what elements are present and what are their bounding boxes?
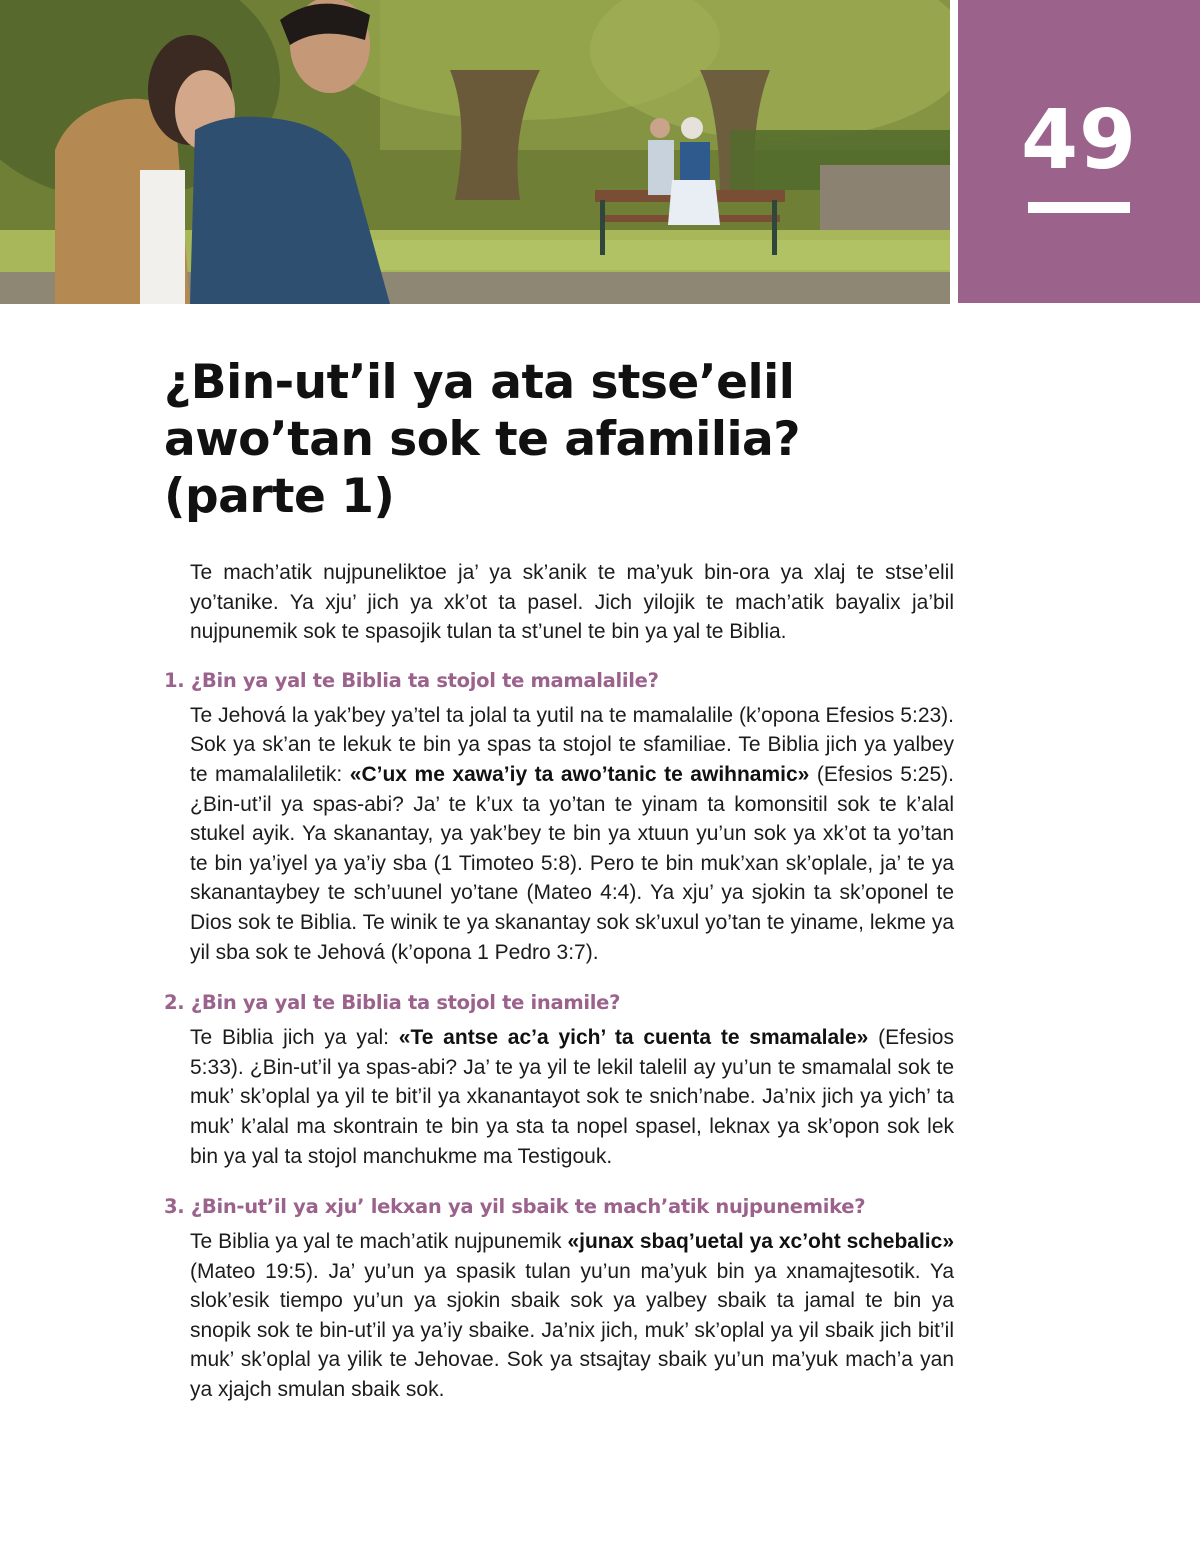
section-paragraph	[190, 701, 954, 967]
title-line: (parte 1)	[164, 469, 395, 524]
question-heading: 2. ¿Bin ya yal te Biblia ta stojol te inamile?	[164, 991, 621, 1015]
lesson-title	[164, 354, 884, 525]
hero-photo	[0, 0, 950, 304]
paragraph-text: (Efesios 5:25). ¿Bin-ut’il ya spas-abi? Ja’ te k’ux ta yo’tan te yinam ta komonsitil sok te k’alal stukel ayik. Ya skanantay, ya yak’bey te bin ya xtuun yu’un sok ya xk’ot ta yo’tan te bin ya’iyel ya ya’iy sba (1 Timoteo 5:8). Pero te bin muk’xan sk’oplale, ja’ te ya skanantaybey te sch’uunel yo’tane (Mateo 4:4). Ya xju’ ya sjokin ta sk’oponel te Dios sok te Biblia. Te winik te ya skanantay sok sk’uxul yo’tan te yiname, lekme ya yil sba sok te Jehová (k’opona 1 Pedro 3:7).	[190, 762, 954, 964]
chapter-underline	[1028, 202, 1130, 213]
elderly-man	[650, 118, 670, 138]
question-heading: 3. ¿Bin-ut’il ya xju’ lekxan ya yil sbaik te mach’atik nujpunemike?	[164, 1195, 866, 1219]
paragraph-text: (Efesios 5:33). ¿Bin-ut’il ya spas-abi? Ja’ te ya yil te lekil talelil ay yu’un te smamalal sok te muk’ sk’oplal ya yil te bit’il ya xkanantayot sok te snich’nabe. Ja’nix jich ya yich’ ta muk’ k’alal ma skontrain te bin ya sta ta nopel spasel, leknax ya sk’opon sok lek bin ya yal ta stojol manchukme ma Testigouk.	[190, 1026, 954, 1168]
scripture-quote: «junax sbaq’uetal ya xc’oht schebalic»	[567, 1230, 955, 1254]
chapter-number: 49	[1020, 93, 1138, 188]
section-paragraph	[190, 1023, 954, 1171]
chapter-badge	[958, 0, 1200, 303]
intro-paragraph: Te mach’atik nujpuneliktoe ja’ ya sk’anik te ma’yuk bin-ora ya xlaj te stse’elil yo’tanike. Ya xju’ jich ya xk’ot ta pasel. Jich yilojik te mach’atik bayalix ja’bil nujpunemik sok te spasojik tulan ta st’unel te bin ya yal te Biblia.	[190, 561, 954, 644]
question-section	[164, 989, 954, 1171]
paragraph-text: Te Jehová la yak’bey ya’tel ta jolal ta yutil na te mamalalile (k’opona Efesios 5:23). Sok ya sk’an te lekuk te bin ya spas ta stojol te sfamiliae. Te Biblia jich ya yalbey te mamalaliletik:	[190, 703, 954, 786]
paragraph-text: (Mateo 19:5). Ja’ yu’un ya spasik tulan yu’un ma’yuk bin ya xnamajtesotik. Ya slok’esik tiempo yu’un ya sjokin sbaik sok ya yalbey sbaik ta jamal te bin ya snopik sok te bin-ut’il ya ya’iy sbaike. Ja’nix jich, muk’ sk’oplal ya yil sbaik jich bit’il muk’ sk’oplal ya yilik te Jehovae. Sok ya stsajtay sbaik yu’un ma’yuk mach’a yan ya xjajch smulan sbaik sok.	[190, 1259, 954, 1402]
lesson-content	[164, 558, 954, 1427]
question-section	[164, 667, 954, 967]
scripture-quote: «C’ux me xawa’iy ta awo’tanic te awihnamic»	[349, 762, 810, 786]
title-line: ¿Bin-ut’il ya ata stse’elil	[164, 355, 795, 410]
section-paragraph	[190, 1227, 954, 1405]
question-section	[164, 1193, 954, 1405]
park-scene-illustration	[0, 0, 950, 304]
elderly-woman	[681, 117, 703, 139]
paragraph-text: Te Biblia jich ya yal:	[190, 1026, 399, 1050]
question-heading: 1. ¿Bin ya yal te Biblia ta stojol te mamalalile?	[164, 668, 659, 692]
paragraph-text: Te Biblia ya yal te mach’atik nujpunemik	[190, 1230, 568, 1254]
title-line: awo’tan sok te afamilia?	[164, 412, 801, 467]
scripture-quote: «Te antse ac’a yich’ ta cuenta te smamalale»	[398, 1026, 869, 1050]
